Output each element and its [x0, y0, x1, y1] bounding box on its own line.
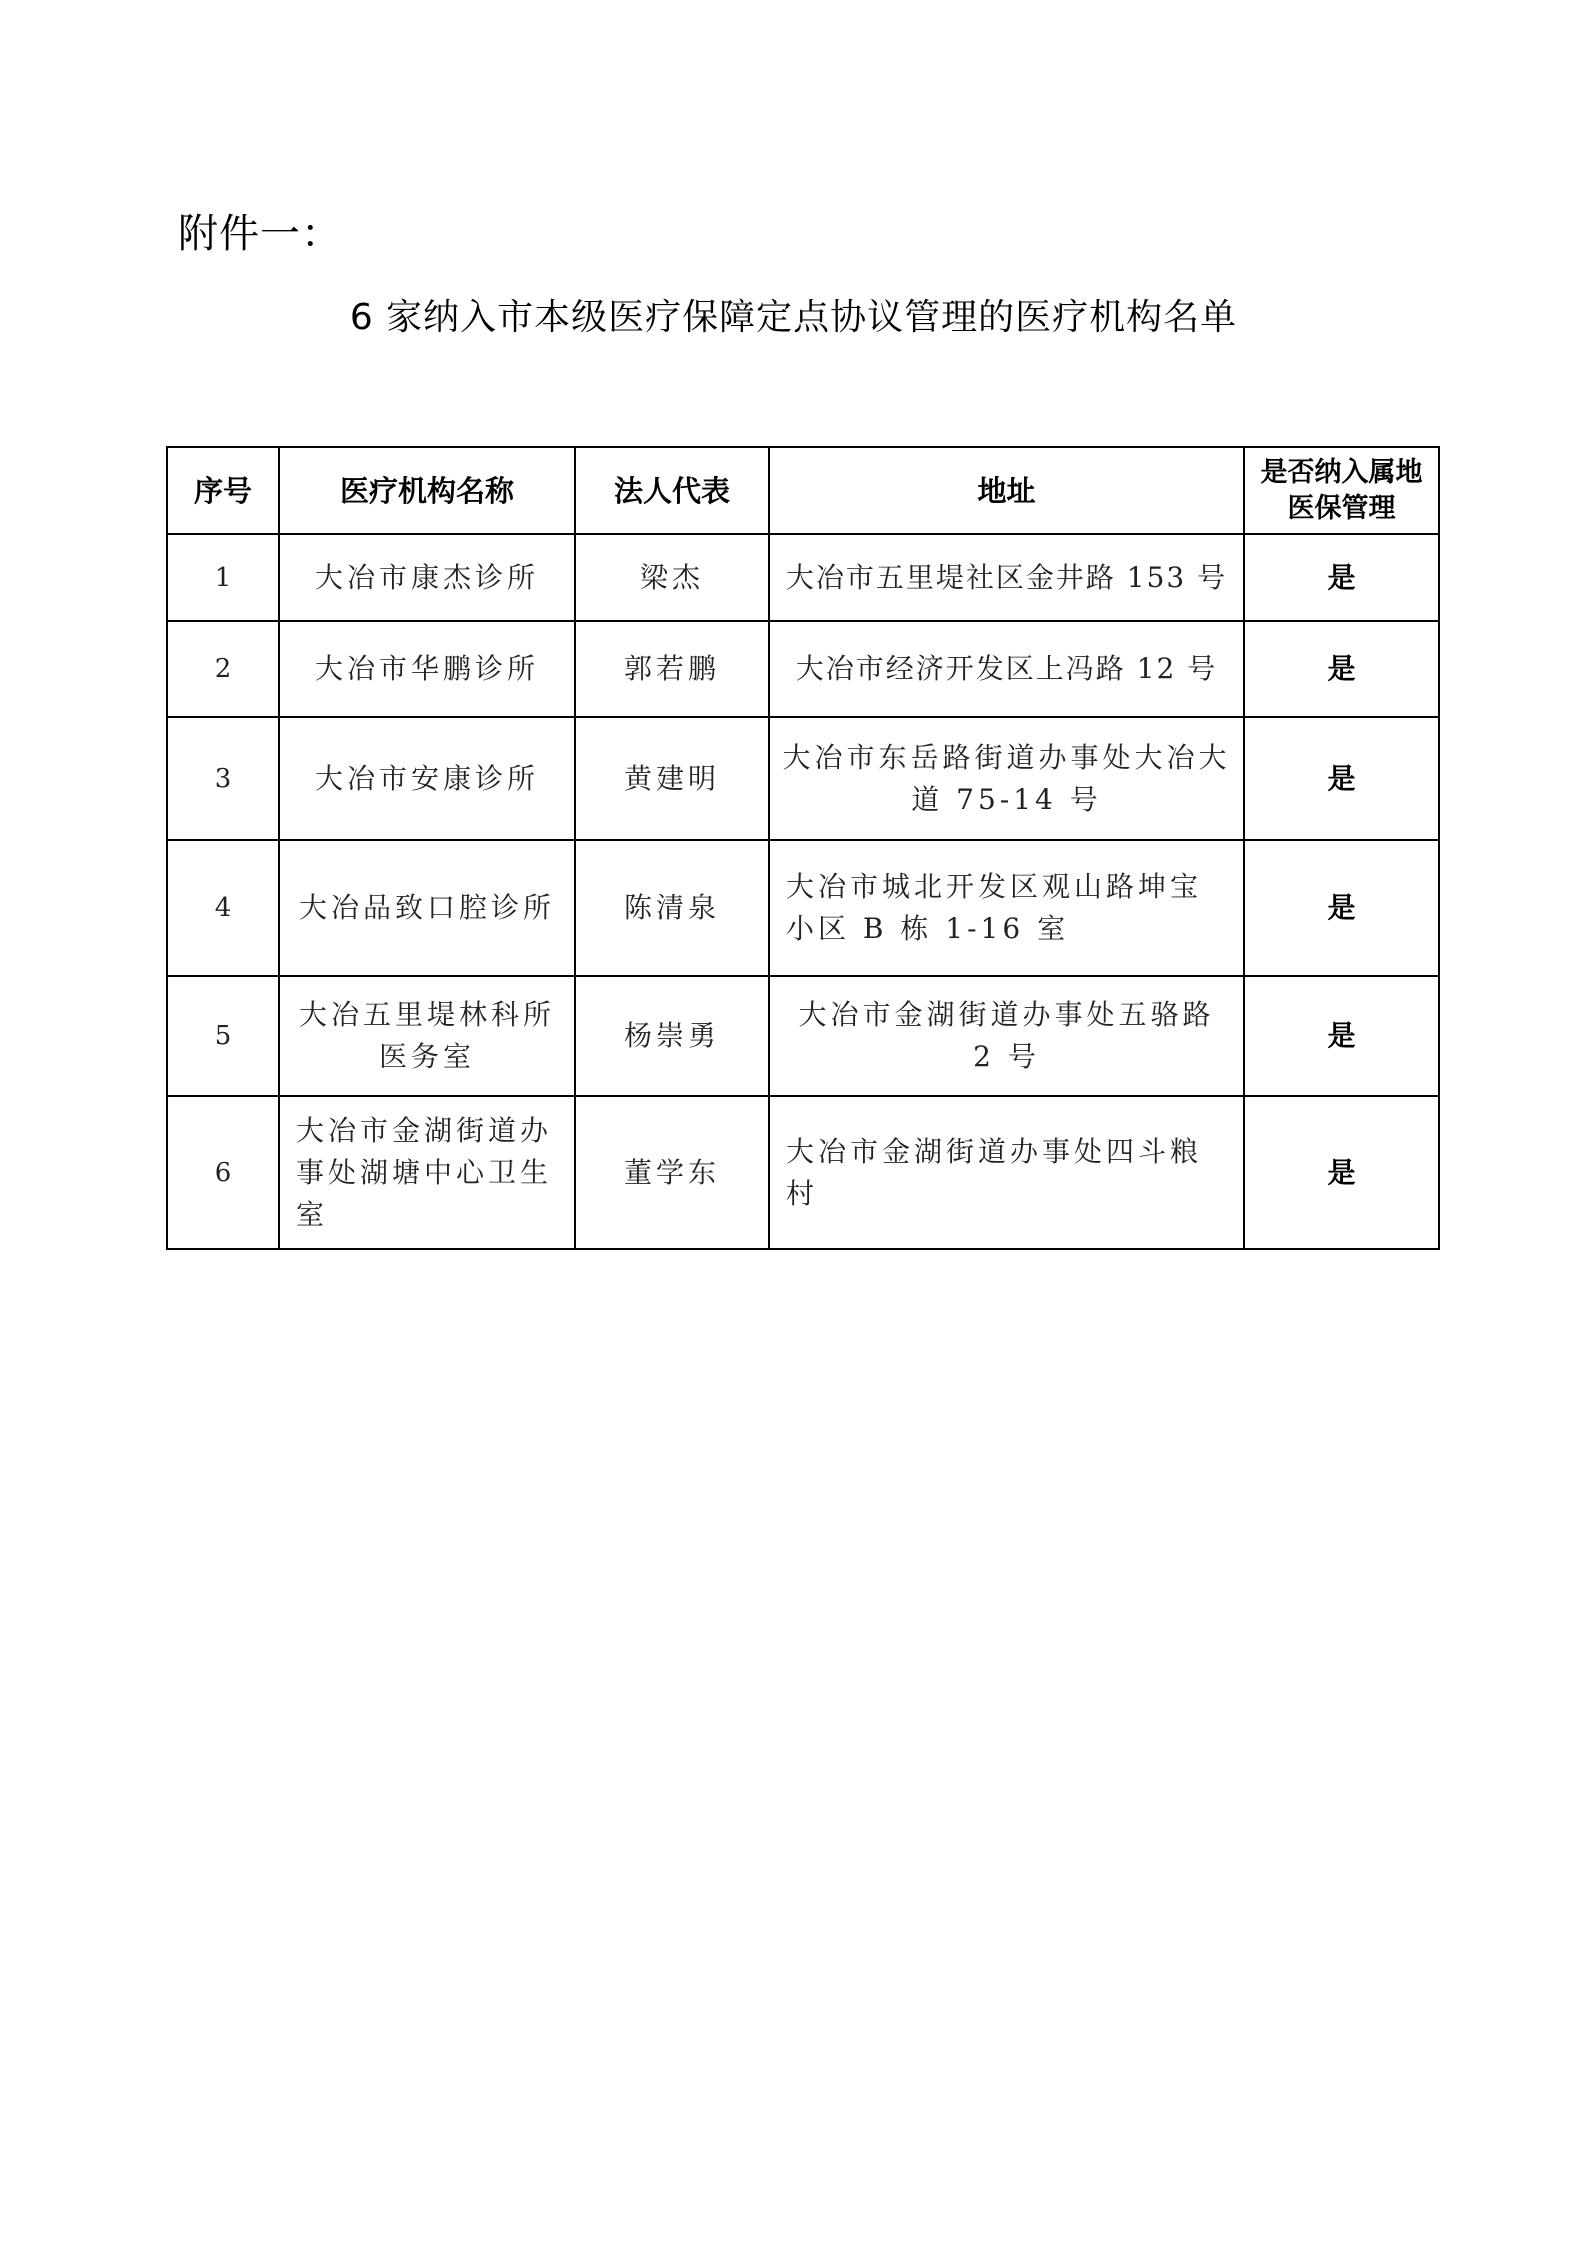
cell-address: 大冶市金湖街道办事处四斗粮村 [769, 1096, 1244, 1249]
table-row [167, 534, 1439, 621]
cell-serial-number: 2 [167, 621, 279, 717]
cell-serial-number: 4 [167, 840, 279, 976]
cell-legal-representative: 梁杰 [575, 534, 769, 621]
cell-legal-representative: 杨崇勇 [575, 976, 769, 1096]
attachment-label: 附件一： [178, 211, 342, 257]
cell-legal-representative: 郭若鹏 [575, 621, 769, 717]
cell-serial-number: 6 [167, 1096, 279, 1249]
document-title: 6 家纳入市本级医疗保障定点协议管理的医疗机构名单 [349, 297, 1238, 338]
header-legal-representative: 法人代表 [575, 447, 769, 534]
table-row [167, 840, 1439, 976]
cell-included: 是 [1244, 534, 1439, 621]
cell-institution-name: 大冶市华鹏诊所 [279, 621, 575, 717]
cell-included: 是 [1244, 976, 1439, 1096]
header-included-local-insurance: 是否纳入属地医保管理 [1244, 447, 1439, 534]
cell-address: 大冶市经济开发区上冯路 12 号 [769, 621, 1244, 717]
cell-institution-name: 大冶五里堤林科所医务室 [279, 976, 575, 1096]
cell-legal-representative: 董学东 [575, 1096, 769, 1249]
cell-serial-number: 1 [167, 534, 279, 621]
cell-institution-name: 大冶市康杰诊所 [279, 534, 575, 621]
cell-institution-name: 大冶市金湖街道办事处湖塘中心卫生室 [279, 1096, 575, 1249]
cell-address: 大冶市五里堤社区金井路 153 号 [769, 534, 1244, 621]
header-institution-name: 医疗机构名称 [279, 447, 575, 534]
medical-institution-table [166, 446, 1440, 1250]
cell-serial-number: 3 [167, 717, 279, 840]
cell-institution-name: 大冶品致口腔诊所 [279, 840, 575, 976]
cell-address: 大冶市金湖街道办事处五骆路 2 号 [769, 976, 1244, 1096]
table-row [167, 621, 1439, 717]
table-row [167, 717, 1439, 840]
cell-serial-number: 5 [167, 976, 279, 1096]
table-header-row [167, 447, 1439, 534]
table-row [167, 976, 1439, 1096]
cell-legal-representative: 黄建明 [575, 717, 769, 840]
cell-address: 大冶市东岳路街道办事处大冶大道 75-14 号 [769, 717, 1244, 840]
cell-included: 是 [1244, 1096, 1439, 1249]
cell-institution-name: 大冶市安康诊所 [279, 717, 575, 840]
cell-included: 是 [1244, 717, 1439, 840]
cell-included: 是 [1244, 840, 1439, 976]
header-address: 地址 [769, 447, 1244, 534]
table-row [167, 1096, 1439, 1249]
cell-included: 是 [1244, 621, 1439, 717]
cell-address: 大冶市城北开发区观山路坤宝小区 B 栋 1-16 室 [769, 840, 1244, 976]
cell-legal-representative: 陈清泉 [575, 840, 769, 976]
header-serial-number: 序号 [167, 447, 279, 534]
